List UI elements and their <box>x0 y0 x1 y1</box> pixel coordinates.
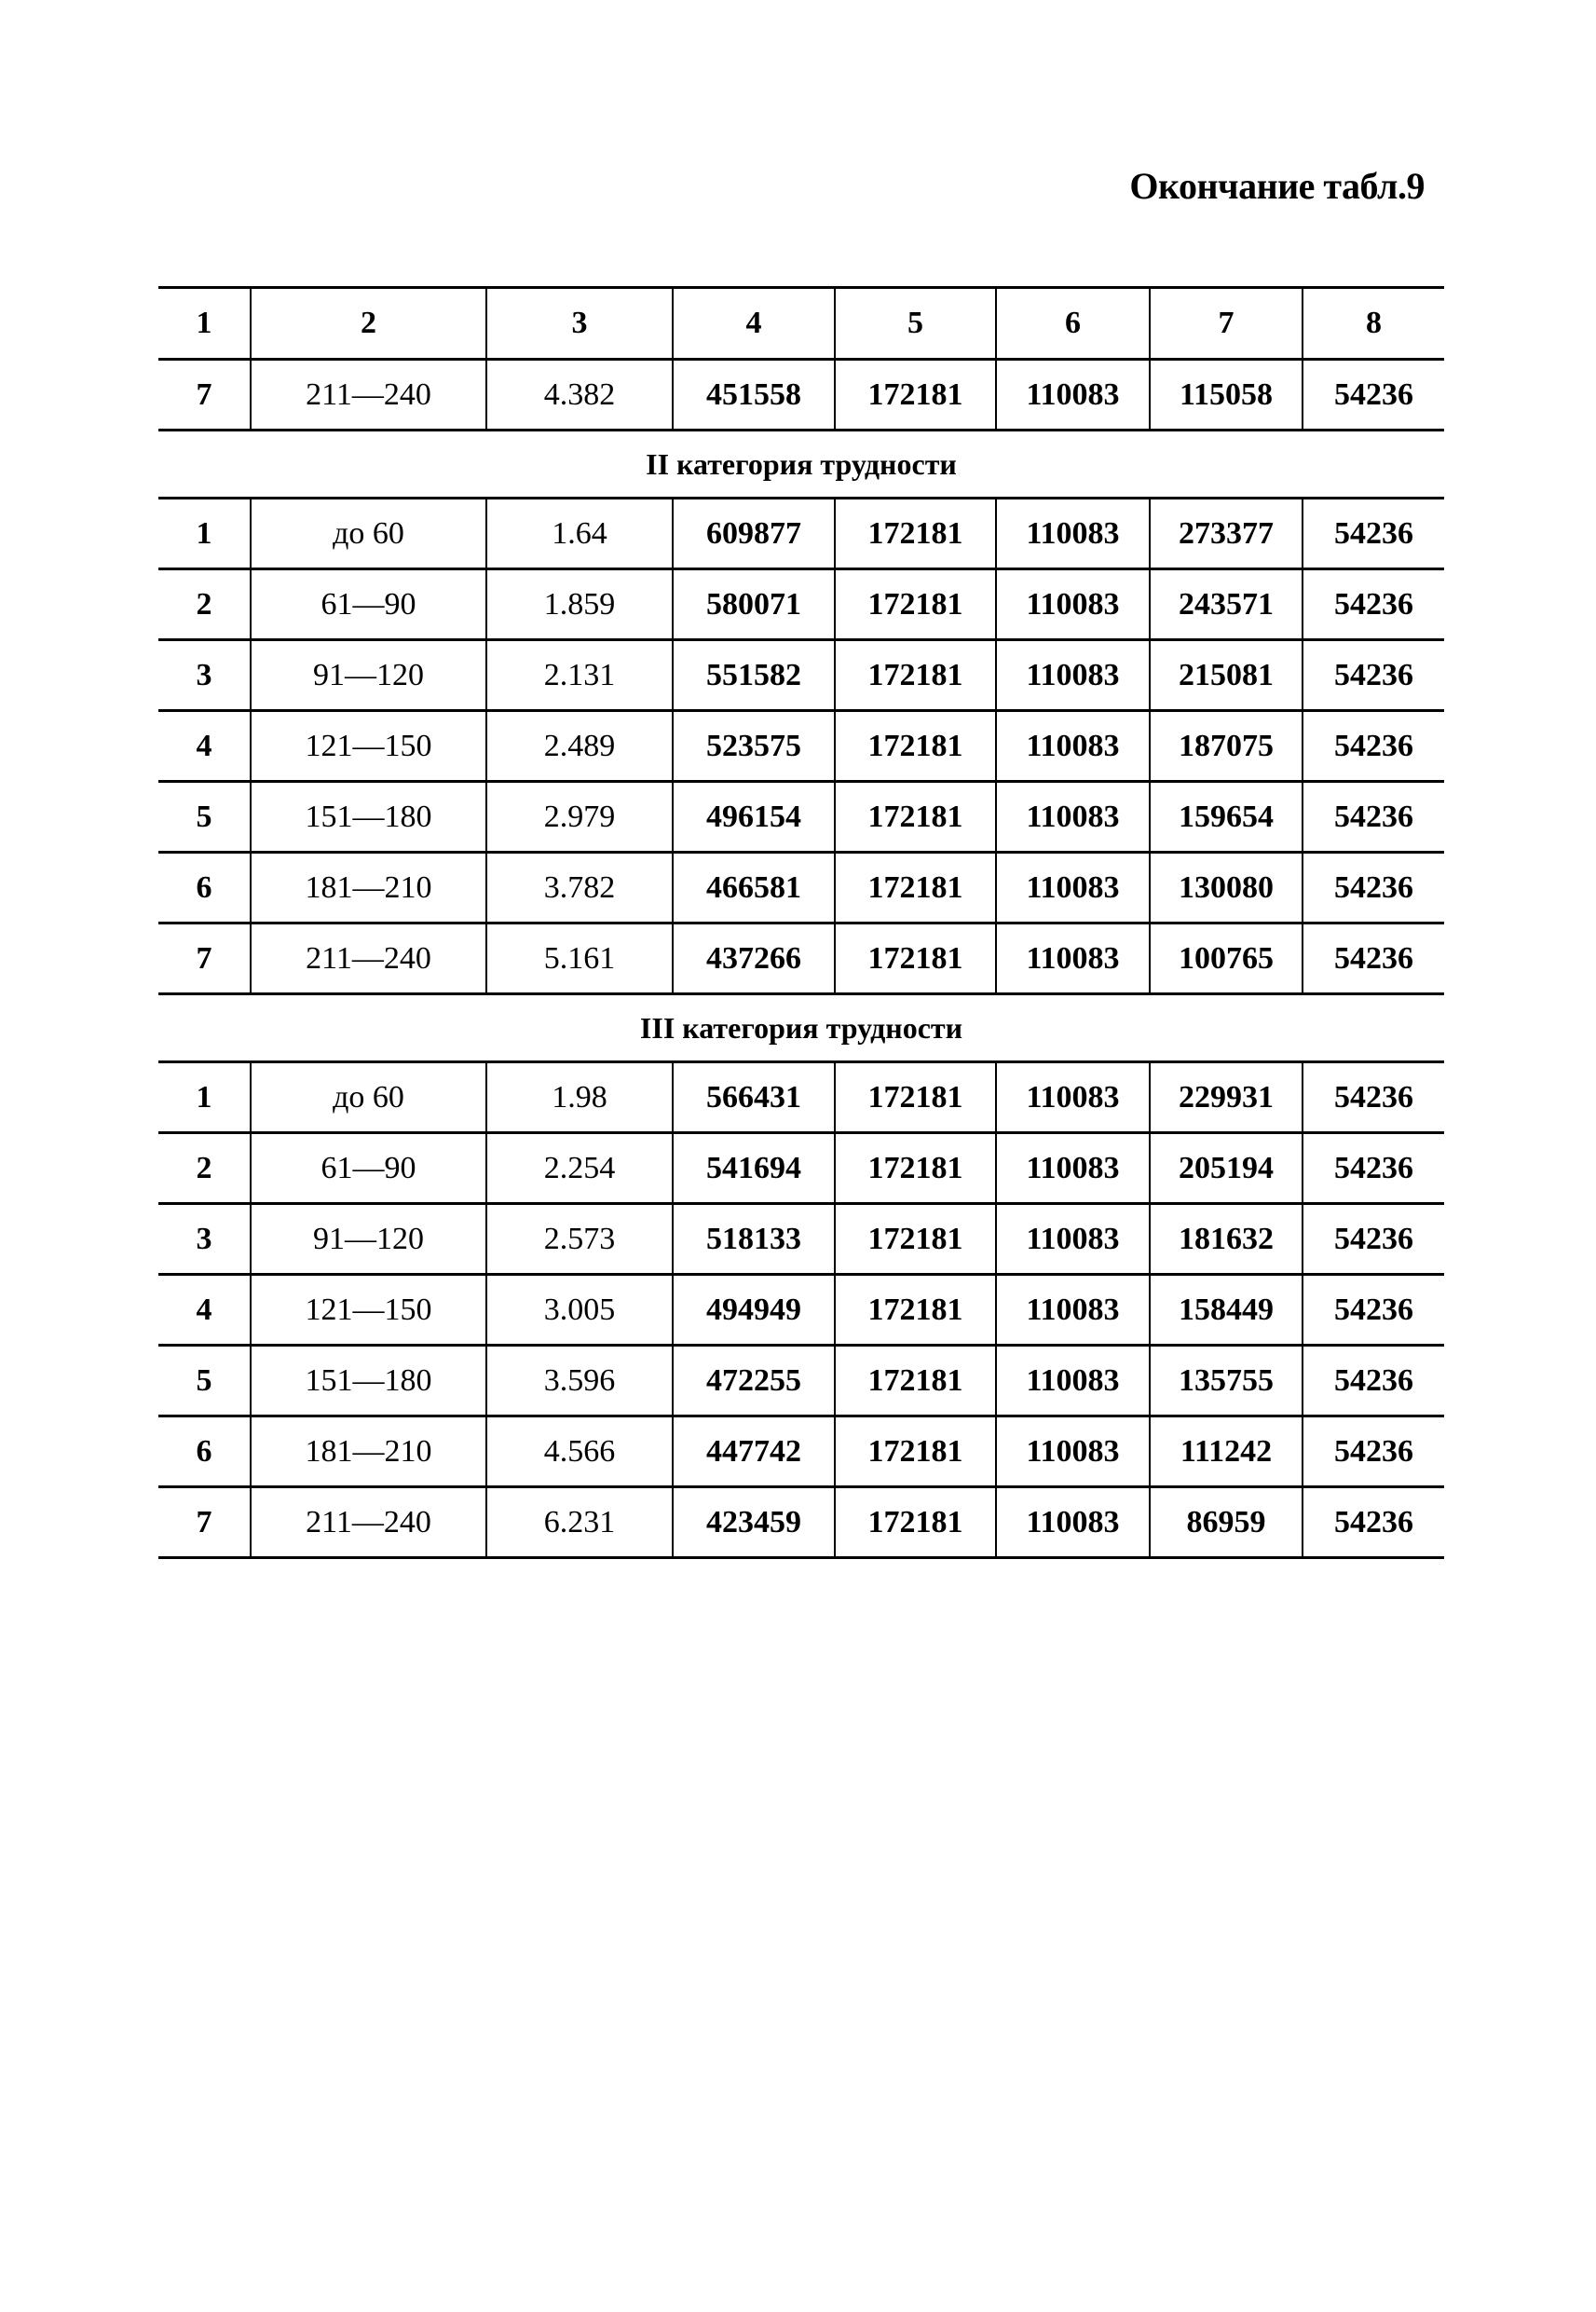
table-cell-col-5: 172181 <box>835 1487 996 1558</box>
table-row <box>158 1346 1444 1416</box>
table-cell-col-1: 1 <box>158 288 251 360</box>
section-heading: II категория трудности <box>158 431 1444 499</box>
table-cell-col-3: 3 <box>486 288 673 360</box>
table-cell-col-2: 121—150 <box>251 711 486 782</box>
table-cell-col-6: 6 <box>996 288 1150 360</box>
table-body <box>158 288 1444 1558</box>
table-cell-col-5: 172181 <box>835 640 996 711</box>
table-cell-col-5: 172181 <box>835 1133 996 1204</box>
table-cell-col-4: 494949 <box>673 1275 835 1346</box>
table-cell-col-5: 5 <box>835 288 996 360</box>
table-cell-col-7: 86959 <box>1150 1487 1303 1558</box>
table-cell-col-7: 158449 <box>1150 1275 1303 1346</box>
table-cell-col-2: 61—90 <box>251 1133 486 1204</box>
table-cell-col-1: 2 <box>158 569 251 640</box>
table-cell-col-5: 172181 <box>835 711 996 782</box>
table-cell-col-4: 496154 <box>673 782 835 853</box>
table-cell-col-6: 110083 <box>996 782 1150 853</box>
section-heading-row <box>158 431 1444 499</box>
table-cell-col-5: 172181 <box>835 499 996 569</box>
table-row <box>158 782 1444 853</box>
table-cell-col-3: 3.596 <box>486 1346 673 1416</box>
table-row <box>158 711 1444 782</box>
table-cell-col-3: 3.005 <box>486 1275 673 1346</box>
table-cell-col-8: 54236 <box>1303 1487 1444 1558</box>
table-cell-col-4: 580071 <box>673 569 835 640</box>
table-cell-col-7: 243571 <box>1150 569 1303 640</box>
table-row <box>158 1275 1444 1346</box>
table-cell-col-2: 151—180 <box>251 1346 486 1416</box>
section-heading: III категория трудности <box>158 994 1444 1062</box>
table-cell-col-8: 54236 <box>1303 1062 1444 1133</box>
table-cell-col-3: 6.231 <box>486 1487 673 1558</box>
table-cell-col-8: 54236 <box>1303 711 1444 782</box>
table-cell-col-5: 172181 <box>835 360 996 431</box>
table-cell-col-8: 54236 <box>1303 1133 1444 1204</box>
table-cell-col-6: 110083 <box>996 1416 1150 1487</box>
table-cell-col-5: 172181 <box>835 853 996 923</box>
table-cell-col-8: 54236 <box>1303 640 1444 711</box>
table-cell-col-2: 91—120 <box>251 640 486 711</box>
table-row <box>158 499 1444 569</box>
table-cell-col-3: 4.382 <box>486 360 673 431</box>
table-cell-col-2: 211—240 <box>251 360 486 431</box>
table-cell-col-3: 1.98 <box>486 1062 673 1133</box>
table-cell-col-7: 100765 <box>1150 923 1303 994</box>
table-row <box>158 1487 1444 1558</box>
table-cell-col-4: 4 <box>673 288 835 360</box>
table-cell-col-8: 54236 <box>1303 1275 1444 1346</box>
table-cell-col-1: 1 <box>158 499 251 569</box>
page-title: Окончание табл.9 <box>1129 165 1425 207</box>
table-cell-col-7: 181632 <box>1150 1204 1303 1275</box>
table-cell-col-4: 566431 <box>673 1062 835 1133</box>
table-cell-col-3: 2.573 <box>486 1204 673 1275</box>
table-cell-col-2: 61—90 <box>251 569 486 640</box>
table-header-row <box>158 288 1444 360</box>
table-cell-col-1: 7 <box>158 360 251 431</box>
data-table <box>158 286 1444 1559</box>
table-cell-col-7: 111242 <box>1150 1416 1303 1487</box>
table-cell-col-7: 7 <box>1150 288 1303 360</box>
table-cell-col-4: 423459 <box>673 1487 835 1558</box>
table-cell-col-7: 159654 <box>1150 782 1303 853</box>
table-cell-col-2: 2 <box>251 288 486 360</box>
table-cell-col-2: 211—240 <box>251 1487 486 1558</box>
table-cell-col-8: 54236 <box>1303 923 1444 994</box>
table-cell-col-6: 110083 <box>996 853 1150 923</box>
table-cell-col-3: 2.979 <box>486 782 673 853</box>
table-cell-col-8: 54236 <box>1303 853 1444 923</box>
table-cell-col-4: 447742 <box>673 1416 835 1487</box>
table-cell-col-4: 609877 <box>673 499 835 569</box>
table-cell-col-1: 7 <box>158 923 251 994</box>
table-cell-col-7: 187075 <box>1150 711 1303 782</box>
table-cell-col-4: 541694 <box>673 1133 835 1204</box>
table-cell-col-6: 110083 <box>996 1487 1150 1558</box>
table-cell-col-7: 135755 <box>1150 1346 1303 1416</box>
table-cell-col-6: 110083 <box>996 640 1150 711</box>
table-cell-col-2: до 60 <box>251 1062 486 1133</box>
table-cell-col-4: 466581 <box>673 853 835 923</box>
table-cell-col-3: 2.254 <box>486 1133 673 1204</box>
table-cell-col-7: 205194 <box>1150 1133 1303 1204</box>
table-cell-col-1: 7 <box>158 1487 251 1558</box>
table-row <box>158 853 1444 923</box>
table-cell-col-4: 472255 <box>673 1346 835 1416</box>
table-cell-col-6: 110083 <box>996 1133 1150 1204</box>
table-cell-col-4: 551582 <box>673 640 835 711</box>
table-cell-col-2: 91—120 <box>251 1204 486 1275</box>
table-cell-col-6: 110083 <box>996 923 1150 994</box>
table-cell-col-1: 4 <box>158 1275 251 1346</box>
table-cell-col-2: 211—240 <box>251 923 486 994</box>
table-cell-col-4: 523575 <box>673 711 835 782</box>
table-cell-col-3: 5.161 <box>486 923 673 994</box>
table-cell-col-3: 3.782 <box>486 853 673 923</box>
table-cell-col-5: 172181 <box>835 782 996 853</box>
table-cell-col-8: 54236 <box>1303 1346 1444 1416</box>
table-cell-col-1: 1 <box>158 1062 251 1133</box>
table-cell-col-2: 121—150 <box>251 1275 486 1346</box>
table-cell-col-8: 54236 <box>1303 360 1444 431</box>
table-row <box>158 360 1444 431</box>
table-cell-col-3: 1.64 <box>486 499 673 569</box>
table-cell-col-6: 110083 <box>996 711 1150 782</box>
table-cell-col-1: 2 <box>158 1133 251 1204</box>
table-cell-col-8: 54236 <box>1303 499 1444 569</box>
table-row <box>158 1062 1444 1133</box>
table-cell-col-4: 437266 <box>673 923 835 994</box>
table-cell-col-2: 181—210 <box>251 1416 486 1487</box>
table-cell-col-8: 54236 <box>1303 569 1444 640</box>
table-cell-col-4: 451558 <box>673 360 835 431</box>
table-cell-col-3: 4.566 <box>486 1416 673 1487</box>
table-cell-col-8: 8 <box>1303 288 1444 360</box>
table-cell-col-1: 5 <box>158 1346 251 1416</box>
table-cell-col-7: 273377 <box>1150 499 1303 569</box>
table-row <box>158 569 1444 640</box>
table-cell-col-5: 172181 <box>835 1062 996 1133</box>
table-cell-col-7: 130080 <box>1150 853 1303 923</box>
table-row <box>158 640 1444 711</box>
table-cell-col-5: 172181 <box>835 1346 996 1416</box>
table-cell-col-1: 4 <box>158 711 251 782</box>
table-cell-col-6: 110083 <box>996 1204 1150 1275</box>
table-row <box>158 923 1444 994</box>
table-cell-col-8: 54236 <box>1303 782 1444 853</box>
table-cell-col-1: 6 <box>158 853 251 923</box>
table-cell-col-6: 110083 <box>996 1062 1150 1133</box>
table-cell-col-2: 151—180 <box>251 782 486 853</box>
table-cell-col-8: 54236 <box>1303 1204 1444 1275</box>
table-cell-col-1: 3 <box>158 640 251 711</box>
table-cell-col-5: 172181 <box>835 1275 996 1346</box>
table-cell-col-2: до 60 <box>251 499 486 569</box>
table-cell-col-1: 6 <box>158 1416 251 1487</box>
table-cell-col-6: 110083 <box>996 1275 1150 1346</box>
table-cell-col-2: 181—210 <box>251 853 486 923</box>
table-cell-col-5: 172181 <box>835 923 996 994</box>
table-cell-col-6: 110083 <box>996 499 1150 569</box>
table-cell-col-7: 215081 <box>1150 640 1303 711</box>
section-heading-row <box>158 994 1444 1062</box>
table-cell-col-5: 172181 <box>835 569 996 640</box>
table-cell-col-3: 2.131 <box>486 640 673 711</box>
table-cell-col-6: 110083 <box>996 569 1150 640</box>
table-cell-col-5: 172181 <box>835 1416 996 1487</box>
table-cell-col-6: 110083 <box>996 1346 1150 1416</box>
table-cell-col-3: 1.859 <box>486 569 673 640</box>
table-cell-col-6: 110083 <box>996 360 1150 431</box>
table-row <box>158 1204 1444 1275</box>
table-row <box>158 1416 1444 1487</box>
table-cell-col-1: 3 <box>158 1204 251 1275</box>
table-cell-col-7: 229931 <box>1150 1062 1303 1133</box>
table-cell-col-3: 2.489 <box>486 711 673 782</box>
table-cell-col-5: 172181 <box>835 1204 996 1275</box>
table-row <box>158 1133 1444 1204</box>
table-cell-col-8: 54236 <box>1303 1416 1444 1487</box>
table-cell-col-1: 5 <box>158 782 251 853</box>
table-cell-col-7: 115058 <box>1150 360 1303 431</box>
table-cell-col-4: 518133 <box>673 1204 835 1275</box>
